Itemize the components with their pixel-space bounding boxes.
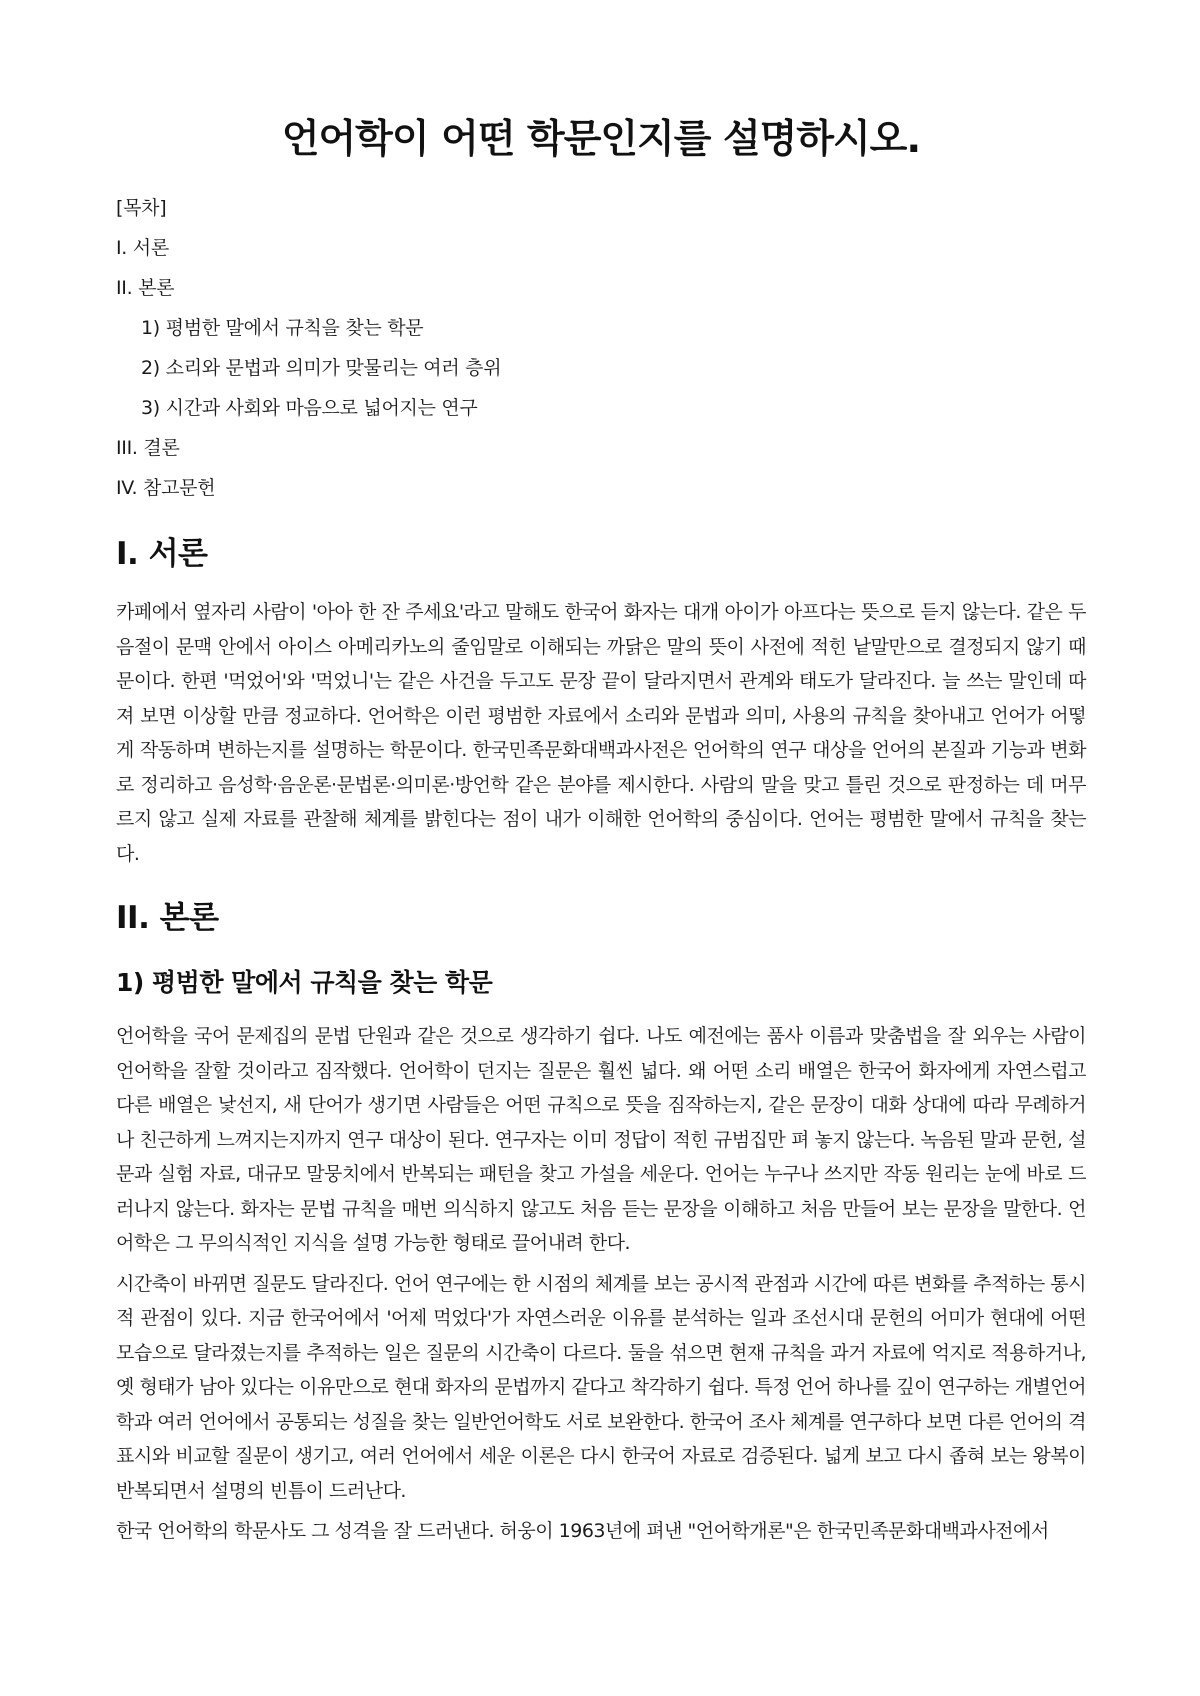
toc-item-references: IV. 참고문헌 [116, 477, 216, 499]
toc-heading: [목차] [116, 197, 167, 219]
table-of-contents [116, 188, 1086, 508]
paragraph: 시간축이 바뀌면 질문도 달라진다. 언어 연구에는 한 시점의 체계를 보는 공시적 관점과 시간에 따른 변화를 추적하는 통시적 관점이 있다. 지금 한국어에서 '어제 먹었다'가 자연스러운 이유를 분석하는 일과 조선시대 문헌의 어미가 현대에 어떤 모습으로 달라졌는지를 추적하는 일은 질문의 시간축이 다르다. 둘을 섞으면 현재 규칙을 과거 자료에 억지로 적용하거나, 옛 형태가 남아 있다는 이유만으로 현대 화자의 문법까지 같다고 착각하기 쉽다. 특정 언어 하나를 깊이 연구하는 개별언어학과 여러 언어에서 공통되는 성질을 찾는 일반언어학도 서로 보완한다. 한국어 조사 체계를 연구하다 보면 다른 언어의 격 표시와 비교할 질문이 생기고, 여러 언어에서 세운 이론은 다시 한국어 자료로 검증된다. 넓게 보고 다시 좁혀 보는 왕복이 반복되면서 설명의 빈틈이 드러난다. [116, 1272, 1086, 1502]
toc-item-body-3: 3) 시간과 사회와 마음으로 넓어지는 연구 [141, 397, 478, 419]
toc-item-body-1: 1) 평범한 말에서 규칙을 찾는 학문 [141, 317, 424, 339]
toc-item-conclusion: III. 결론 [116, 437, 180, 459]
section-heading-introduction: I. 서론 [116, 536, 208, 572]
toc-item-body-2: 2) 소리와 문법과 의미가 맞물리는 여러 층위 [141, 357, 502, 379]
section-introduction [116, 533, 1086, 871]
paragraph: 언어학을 국어 문제집의 문법 단원과 같은 것으로 생각하기 쉽다. 나도 예전에는 품사 이름과 맞춤법을 잘 외우는 사람이 언어학을 잘할 것이라고 짐작했다. 언어학이 던지는 질문은 훨씬 넓다. 왜 어떤 소리 배열은 한국어 화자에게 자연스럽고 다른 배열은 낯선지, 새 단어가 생기면 사람들은 어떤 규칙으로 뜻을 짐작하는지, 같은 문장이 대화 상대에 따라 무례하거나 친근하게 느껴지는지까지 연구 대상이 된다. 연구자는 이미 정답이 적힌 규범집만 펴 놓지 않는다. 녹음된 말과 문헌, 설문과 실험 자료, 대규모 말뭉치에서 반복되는 패턴을 찾고 가설을 세운다. 언어는 누구나 쓰지만 작동 원리는 눈에 바로 드러나지 않는다. 화자는 문법 규칙을 매번 의식하지 않고도 처음 듣는 문장을 이해하고 처음 만들어 보는 문장을 말한다. 언어학은 그 무의식적인 지식을 설명 가능한 형태로 끌어내려 한다. [116, 1025, 1086, 1254]
paragraph: 카페에서 옆자리 사람이 '아아 한 잔 주세요'라고 말해도 한국어 화자는 대개 아이가 아프다는 뜻으로 듣지 않는다. 같은 두 음절이 문맥 안에서 아이스 아메리카노의 줄임말로 이해되는 까닭은 말의 뜻이 사전에 적힌 낱말만으로 결정되지 않기 때문이다. 한편 '먹었어'와 '먹었니'는 같은 사건을 두고도 문장 끝이 달라지면서 관계와 태도가 달라진다. 늘 쓰는 말인데 따져 보면 이상할 만큼 정교하다. 언어학은 이런 평범한 자료에서 소리와 문법과 의미, 사용의 규칙을 찾아내고 언어가 어떻게 작동하며 변하는지를 설명하는 학문이다. 한국민족문화대백과사전은 언어학의 연구 대상을 언어의 본질과 기능과 변화로 정리하고 음성학·음운론·문법론·의미론·방언학 같은 분야를 제시한다. 사람의 말을 맞고 틀린 것으로 판정하는 데 머무르지 않고 실제 자료를 관찰해 체계를 밝힌다는 점이 내가 이해한 언어학의 중심이다. 언어는 평범한 말에서 규칙을 찾는다. [116, 601, 1086, 865]
subsection-heading-1: 1) 평범한 말에서 규칙을 찾는 학문 [116, 968, 493, 997]
toc-item-body: II. 본론 [116, 277, 175, 299]
section-heading-body: II. 본론 [116, 900, 219, 936]
document-title: 언어학이 어떤 학문인지를 설명하시오. [281, 117, 921, 162]
toc-item-introduction: I. 서론 [116, 237, 169, 259]
section-body [116, 897, 1086, 1549]
paragraph: 한국 언어학의 학문사도 그 성격을 잘 드러낸다. 허웅이 1963년에 펴낸 "언어학개론"은 한국민족문화대백과사전에서 [116, 1520, 1049, 1542]
